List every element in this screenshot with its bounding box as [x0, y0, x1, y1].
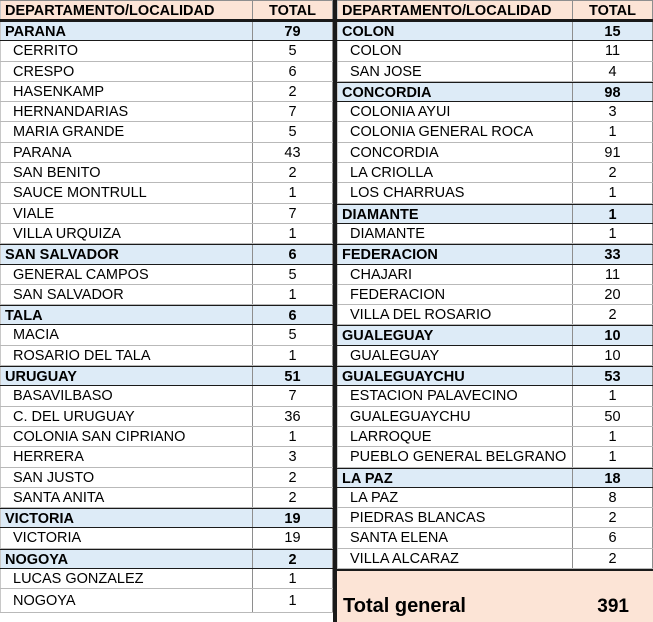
- locality-total: 1: [573, 183, 653, 202]
- locality-total: 2: [573, 163, 653, 182]
- department-row: [337, 366, 653, 386]
- department-total: 33: [573, 245, 653, 263]
- locality-name: CRESPO: [0, 62, 253, 81]
- locality-name: COLONIA GENERAL ROCA: [337, 122, 573, 141]
- department-name: LA PAZ: [337, 469, 573, 487]
- column-header-department: DEPARTAMENTO/LOCALIDAD: [337, 1, 573, 19]
- locality-total: 5: [253, 265, 333, 284]
- locality-total: 1: [253, 569, 333, 588]
- grand-total-box: [337, 569, 653, 622]
- locality-name: BASAVILBASO: [0, 386, 253, 405]
- locality-total: 19: [253, 528, 333, 547]
- department-name: COLON: [337, 22, 573, 40]
- department-name: CONCORDIA: [337, 83, 573, 101]
- locality-name: CERRITO: [0, 41, 253, 60]
- locality-total: 3: [253, 447, 333, 466]
- locality-total: 1: [573, 447, 653, 466]
- locality-name: HASENKAMP: [0, 82, 253, 101]
- locality-name: LUCAS GONZALEZ: [0, 569, 253, 588]
- department-name: FEDERACION: [337, 245, 573, 263]
- locality-total: 7: [253, 204, 333, 223]
- locality-total: 1: [253, 427, 333, 446]
- department-row: [0, 244, 333, 264]
- locality-name: SAN JOSE: [337, 62, 573, 81]
- department-total: 10: [573, 326, 653, 344]
- column-header-total: TOTAL: [573, 1, 653, 19]
- locality-total: 1: [573, 386, 653, 405]
- locality-total: 1: [253, 183, 333, 202]
- locality-total: 2: [573, 508, 653, 527]
- department-row: [337, 204, 653, 224]
- locality-row: [0, 163, 333, 183]
- locality-row: [337, 305, 653, 325]
- locality-row: [337, 386, 653, 406]
- locality-row: [337, 41, 653, 61]
- locality-name: LA PAZ: [337, 488, 573, 507]
- locality-name: NOGOYA: [0, 589, 253, 612]
- locality-total: 5: [253, 325, 333, 344]
- department-total: 53: [573, 367, 653, 385]
- grand-total-value: 391: [597, 596, 629, 617]
- locality-name: DIAMANTE: [337, 224, 573, 243]
- department-row: [337, 82, 653, 102]
- department-name: URUGUAY: [0, 367, 253, 385]
- department-total: 15: [573, 22, 653, 40]
- locality-total: 36: [253, 407, 333, 426]
- locality-name: ROSARIO DEL TALA: [0, 346, 253, 365]
- department-total: 1: [573, 205, 653, 223]
- locality-row: [0, 41, 333, 61]
- locality-name: LARROQUE: [337, 427, 573, 446]
- locality-name: HERRERA: [0, 447, 253, 466]
- locality-total: 1: [253, 224, 333, 243]
- locality-row: [337, 285, 653, 305]
- header-row: [0, 0, 333, 21]
- locality-total: 5: [253, 41, 333, 60]
- locality-row: [0, 204, 333, 224]
- locality-row: [0, 468, 333, 488]
- locality-name: VILLA ALCARAZ: [337, 549, 573, 568]
- department-name: DIAMANTE: [337, 205, 573, 223]
- locality-name: SANTA ANITA: [0, 488, 253, 507]
- locality-row: [337, 407, 653, 427]
- department-name: NOGOYA: [0, 550, 253, 568]
- locality-row: [0, 386, 333, 406]
- locality-row: [0, 62, 333, 82]
- locality-total: 1: [253, 285, 333, 304]
- department-total: 18: [573, 469, 653, 487]
- locality-row: [337, 102, 653, 122]
- locality-name: GUALEGUAY: [337, 346, 573, 365]
- locality-row: [0, 82, 333, 102]
- department-total: 19: [253, 509, 333, 527]
- locality-name: PIEDRAS BLANCAS: [337, 508, 573, 527]
- locality-total: 2: [573, 305, 653, 324]
- locality-row: [337, 143, 653, 163]
- locality-row: [337, 163, 653, 183]
- locality-row: [337, 265, 653, 285]
- locality-row: [337, 488, 653, 508]
- column-header-total: TOTAL: [253, 1, 333, 19]
- grand-total-label: Total general: [343, 595, 466, 617]
- department-row: [0, 21, 333, 41]
- locality-name: MARIA GRANDE: [0, 122, 253, 141]
- locality-total: 2: [253, 82, 333, 101]
- locality-name: LA CRIOLLA: [337, 163, 573, 182]
- department-row: [0, 508, 333, 528]
- locality-name: VICTORIA: [0, 528, 253, 547]
- locality-row: [337, 62, 653, 82]
- locality-total: 1: [573, 122, 653, 141]
- locality-row: [0, 589, 333, 613]
- locality-total: 7: [253, 386, 333, 405]
- locality-total: 6: [253, 62, 333, 81]
- locality-row: [337, 346, 653, 366]
- right-table: [337, 0, 653, 617]
- locality-name: ESTACION PALAVECINO: [337, 386, 573, 405]
- locality-row: [337, 508, 653, 528]
- locality-total: 50: [573, 407, 653, 426]
- department-name: SAN SALVADOR: [0, 245, 253, 263]
- locality-name: HERNANDARIAS: [0, 102, 253, 121]
- locality-name: CHAJARI: [337, 265, 573, 284]
- locality-row: [0, 122, 333, 142]
- locality-row: [0, 143, 333, 163]
- locality-name: LOS CHARRUAS: [337, 183, 573, 202]
- locality-total: 1: [573, 427, 653, 446]
- department-total: 51: [253, 367, 333, 385]
- locality-row: [0, 102, 333, 122]
- locality-total: 1: [253, 589, 333, 612]
- locality-name: MACIA: [0, 325, 253, 344]
- department-name: GUALEGUAYCHU: [337, 367, 573, 385]
- left-table-body: [0, 21, 333, 613]
- locality-row: [0, 407, 333, 427]
- locality-name: SAN JUSTO: [0, 468, 253, 487]
- locality-row: [0, 183, 333, 203]
- department-row: [0, 549, 333, 569]
- locality-row: [0, 569, 333, 589]
- locality-row: [0, 325, 333, 345]
- department-row: [0, 366, 333, 386]
- locality-name: CONCORDIA: [337, 143, 573, 162]
- department-total: 79: [253, 22, 333, 40]
- locality-total: 6: [573, 528, 653, 547]
- locality-row: [337, 528, 653, 548]
- department-row: [337, 468, 653, 488]
- locality-row: [0, 447, 333, 467]
- locality-name: VILLA URQUIZA: [0, 224, 253, 243]
- department-total: 98: [573, 83, 653, 101]
- locality-total: 2: [253, 488, 333, 507]
- department-total: 2: [253, 550, 333, 568]
- locality-row: [0, 224, 333, 244]
- locality-name: C. DEL URUGUAY: [0, 407, 253, 426]
- locality-total: 11: [573, 41, 653, 60]
- locality-name: FEDERACION: [337, 285, 573, 304]
- locality-name: PARANA: [0, 143, 253, 162]
- department-name: PARANA: [0, 22, 253, 40]
- locality-total: 20: [573, 285, 653, 304]
- locality-total: 1: [253, 346, 333, 365]
- department-name: TALA: [0, 306, 253, 324]
- locality-total: 7: [253, 102, 333, 121]
- department-row: [337, 244, 653, 264]
- locality-total: 11: [573, 265, 653, 284]
- locality-row: [337, 183, 653, 203]
- locality-total: 2: [253, 468, 333, 487]
- locality-total: 3: [573, 102, 653, 121]
- locality-name: GUALEGUAYCHU: [337, 407, 573, 426]
- locality-row: [337, 549, 653, 569]
- locality-total: 91: [573, 143, 653, 162]
- locality-row: [337, 224, 653, 244]
- locality-total: 1: [573, 224, 653, 243]
- locality-name: VILLA DEL ROSARIO: [337, 305, 573, 324]
- locality-row: [0, 488, 333, 508]
- locality-row: [337, 447, 653, 467]
- locality-row: [0, 285, 333, 305]
- right-table-body: [337, 21, 653, 569]
- locality-name: SAUCE MONTRULL: [0, 183, 253, 202]
- locality-name: SAN BENITO: [0, 163, 253, 182]
- locality-row: [0, 265, 333, 285]
- locality-name: SAN SALVADOR: [0, 285, 253, 304]
- department-total: 6: [253, 306, 333, 324]
- locality-row: [337, 122, 653, 142]
- locality-total: 4: [573, 62, 653, 81]
- locality-row: [337, 427, 653, 447]
- header-row: [337, 0, 653, 21]
- locality-total: 10: [573, 346, 653, 365]
- column-header-department: DEPARTAMENTO/LOCALIDAD: [0, 1, 253, 19]
- locality-row: [0, 346, 333, 366]
- locality-name: COLONIA SAN CIPRIANO: [0, 427, 253, 446]
- locality-name: SANTA ELENA: [337, 528, 573, 547]
- locality-total: 5: [253, 122, 333, 141]
- department-name: VICTORIA: [0, 509, 253, 527]
- department-name: GUALEGUAY: [337, 326, 573, 344]
- locality-name: COLON: [337, 41, 573, 60]
- locality-row: [0, 427, 333, 447]
- locality-name: GENERAL CAMPOS: [0, 265, 253, 284]
- locality-total: 2: [253, 163, 333, 182]
- locality-total: 8: [573, 488, 653, 507]
- department-row: [337, 21, 653, 41]
- locality-name: VIALE: [0, 204, 253, 223]
- locality-name: COLONIA AYUI: [337, 102, 573, 121]
- department-row: [337, 325, 653, 345]
- locality-total: 2: [573, 549, 653, 568]
- locality-row: [0, 528, 333, 548]
- locality-total: 43: [253, 143, 333, 162]
- department-total: 6: [253, 245, 333, 263]
- locality-name: PUEBLO GENERAL BELGRANO: [337, 447, 573, 466]
- department-row: [0, 305, 333, 325]
